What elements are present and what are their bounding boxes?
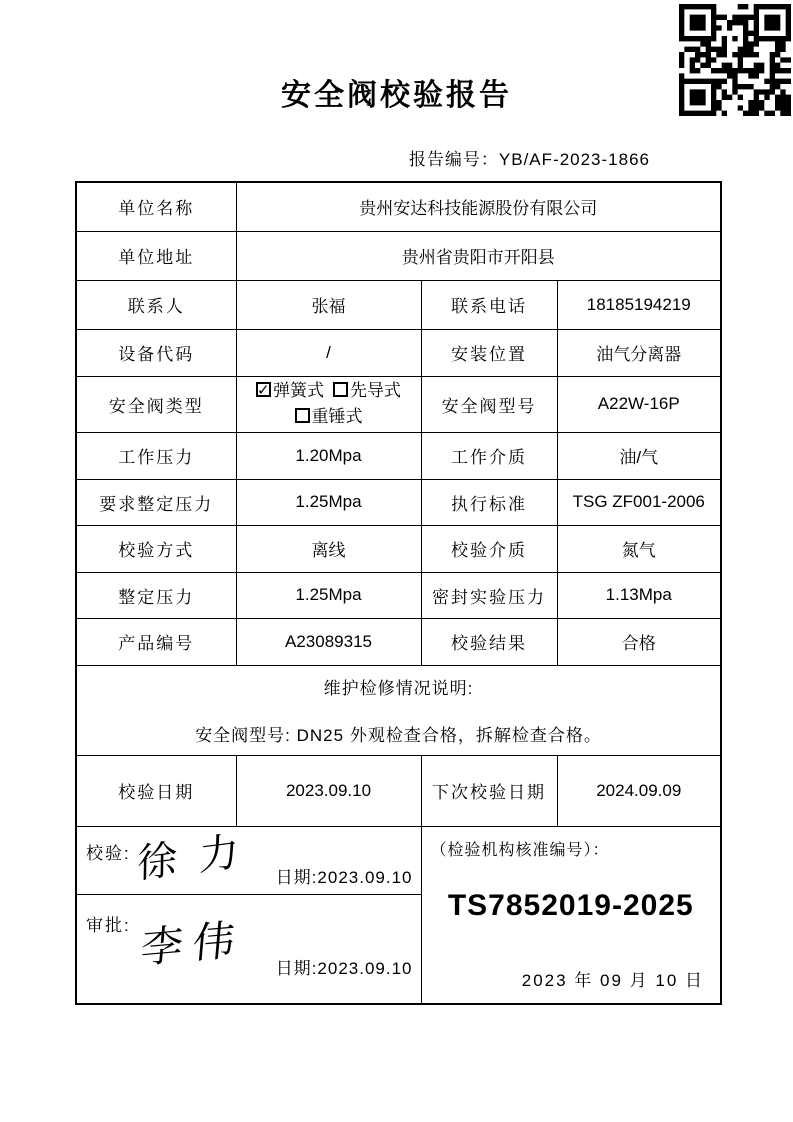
required-set-pressure-value: 1.25Mpa xyxy=(236,479,421,525)
working-medium-label: 工作介质 xyxy=(421,432,557,479)
equipment-code-label: 设备代码 xyxy=(76,329,236,376)
maintenance-notes-body: 安全阀型号: DN25 外观检查合格，拆解检查合格。 xyxy=(195,726,602,745)
table-row xyxy=(76,432,721,479)
table-row xyxy=(76,376,721,432)
report-table xyxy=(75,181,722,1005)
table-row xyxy=(76,479,721,525)
maintenance-notes-title: 维护检修情况说明: xyxy=(323,679,474,698)
calibrator-date: 日期:2023.09.10 xyxy=(275,867,413,887)
contact-label: 联系人 xyxy=(76,280,236,329)
report-number-value: YB/AF-2023-1866 xyxy=(498,150,650,169)
table-row xyxy=(76,280,721,329)
report-number-label: 报告编号： xyxy=(408,150,499,169)
org-approval-number: TS7852019-2025 xyxy=(447,888,694,922)
product-no-label: 产品编号 xyxy=(76,618,236,665)
calib-method-label: 校验方式 xyxy=(76,525,236,572)
calibrator-signature: 徐力 xyxy=(137,826,261,887)
contact-value: 张福 xyxy=(236,280,421,329)
equipment-code-value: / xyxy=(236,329,421,376)
table-row xyxy=(76,665,721,755)
calib-method-value: 离线 xyxy=(236,525,421,572)
unit-name-value: 贵州安达科技能源股份有限公司 xyxy=(236,182,721,231)
table-row xyxy=(76,618,721,665)
report-number-line xyxy=(0,145,650,170)
unit-address-value: 贵州省贵阳市开阳县 xyxy=(236,231,721,280)
org-approval-cell xyxy=(421,826,721,1004)
valve-model-label: 安全阀型号 xyxy=(421,376,557,432)
calib-result-label: 校验结果 xyxy=(421,618,557,665)
set-pressure-value: 1.25Mpa xyxy=(236,572,421,618)
table-row xyxy=(76,755,721,826)
table-row xyxy=(76,329,721,376)
checkbox-icon xyxy=(295,408,310,423)
required-set-pressure-label: 要求整定压力 xyxy=(76,479,236,525)
calib-date-label: 校验日期 xyxy=(76,755,236,826)
standard-value: TSG ZF001-2006 xyxy=(557,479,721,525)
valve-type-option-pilot: 先导式 xyxy=(350,381,401,400)
unit-address-label: 单位地址 xyxy=(76,231,236,280)
working-pressure-value: 1.20Mpa xyxy=(236,432,421,479)
valve-type-option-spring: 弹簧式 xyxy=(273,381,324,400)
table-row xyxy=(76,182,721,231)
checkbox-checked-icon xyxy=(256,382,271,397)
approver-date: 日期:2023.09.10 xyxy=(275,959,413,978)
valve-type-options xyxy=(236,376,421,432)
next-calib-date-value: 2024.09.09 xyxy=(557,755,721,826)
approver-label: 审批: xyxy=(86,915,131,935)
seal-test-pressure-label: 密封实验压力 xyxy=(421,572,557,618)
seal-test-pressure-value: 1.13Mpa xyxy=(557,572,721,618)
valve-type-label: 安全阀类型 xyxy=(76,376,236,432)
calibrator-label: 校验: xyxy=(86,843,131,863)
phone-label: 联系电话 xyxy=(421,280,557,329)
working-pressure-label: 工作压力 xyxy=(76,432,236,479)
table-row xyxy=(76,826,721,894)
next-calib-date-label: 下次校验日期 xyxy=(421,755,557,826)
calib-result-value: 合格 xyxy=(557,618,721,665)
org-approval-label: （检验机构核准编号）： xyxy=(430,841,610,859)
unit-name-label: 单位名称 xyxy=(76,182,236,231)
install-location-value: 油气分离器 xyxy=(557,329,721,376)
working-medium-value: 油/气 xyxy=(557,432,721,479)
page-title: 安全阀校验报告 xyxy=(281,79,512,112)
table-row xyxy=(76,572,721,618)
table-row xyxy=(76,231,721,280)
calib-medium-value: 氮气 xyxy=(557,525,721,572)
valve-type-option-weight: 重锤式 xyxy=(311,407,363,426)
maintenance-notes xyxy=(76,665,721,755)
phone-value: 18185194219 xyxy=(557,280,721,329)
standard-label: 执行标准 xyxy=(421,479,557,525)
install-location-label: 安装位置 xyxy=(421,329,557,376)
org-approval-date: 2023 年 09 月 10 日 xyxy=(521,971,705,990)
calibrator-sign-cell xyxy=(76,826,421,894)
set-pressure-label: 整定压力 xyxy=(76,572,236,618)
valve-model-value: A22W-16P xyxy=(557,376,721,432)
approver-signature: 李伟 xyxy=(138,914,247,972)
calib-medium-label: 校验介质 xyxy=(421,525,557,572)
table-row xyxy=(76,525,721,572)
calib-date-value: 2023.09.10 xyxy=(236,755,421,826)
approver-sign-cell xyxy=(76,894,421,1004)
product-no-value: A23089315 xyxy=(236,618,421,665)
checkbox-icon xyxy=(333,382,348,397)
